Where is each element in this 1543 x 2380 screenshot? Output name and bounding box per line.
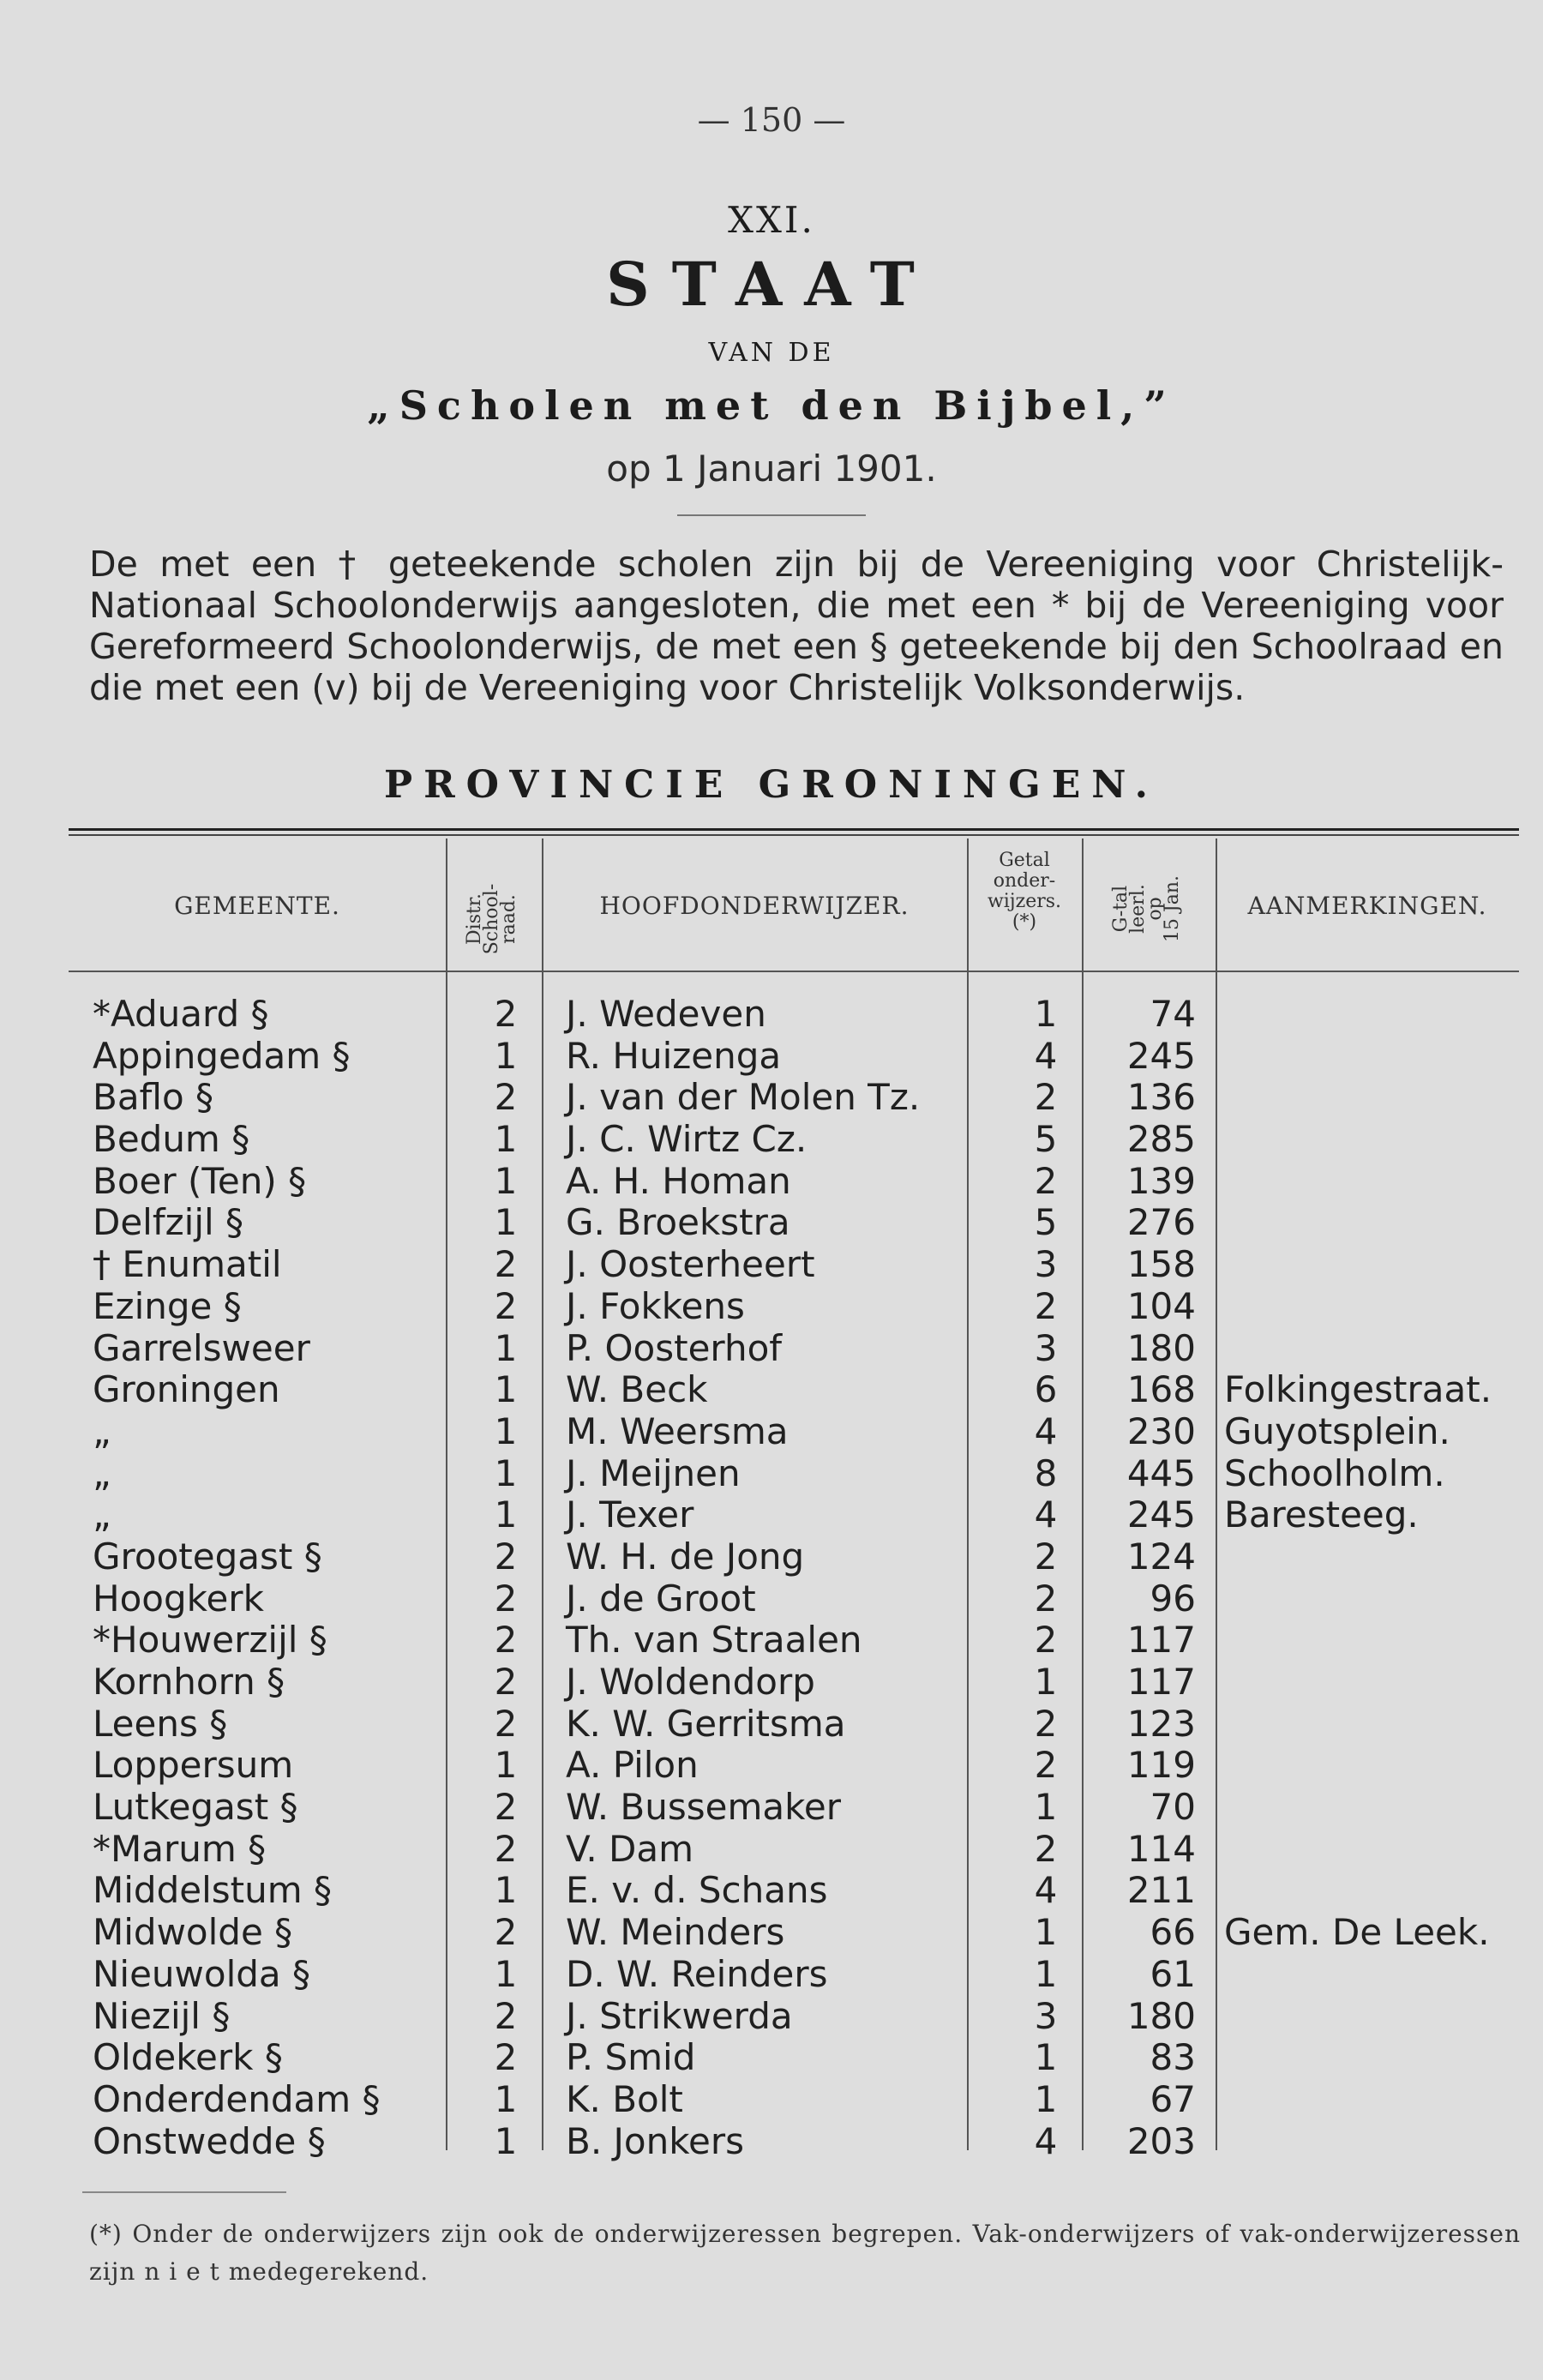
distr-cell: 2 [494, 1243, 518, 1286]
table-row [0, 1494, 1543, 1536]
getal-leerlingen-cell: 203 [1126, 2119, 1196, 2162]
getal-onderwijzers-cell: 5 [1034, 1118, 1058, 1161]
getal-leerlingen-cell: 245 [1126, 1034, 1196, 1077]
hoofdonderwijzer-cell: J. Wedeven [566, 993, 766, 1035]
gemeente-cell: Midwolde § [93, 1911, 293, 1954]
getal-onderwijzers-cell: 1 [1034, 1911, 1058, 1954]
gemeente-cell: Onstwedde § [93, 2119, 326, 2162]
distr-cell: 2 [494, 1619, 518, 1662]
table-row [0, 1996, 1543, 2038]
date-line: op 1 Januari 1901. [606, 448, 937, 490]
getal-leerlingen-cell: 276 [1126, 1201, 1196, 1244]
getal-leerlingen-cell: 158 [1126, 1243, 1196, 1286]
gemeente-cell: Bedum § [93, 1118, 250, 1161]
getal-leerlingen-cell: 180 [1126, 1994, 1196, 2037]
school-table-body [0, 994, 1543, 2162]
header-getal-onderwijzers: Getal onder- wijzers. (*) [987, 850, 1062, 933]
gemeente-cell: Middelstum § [93, 1869, 332, 1912]
hoofdonderwijzer-cell: J. Texer [566, 1494, 694, 1536]
table-row [0, 1453, 1543, 1495]
table-row [0, 2121, 1543, 2163]
gemeente-cell: Kornhorn § [93, 1661, 285, 1703]
distr-cell: 2 [494, 1994, 518, 2037]
getal-onderwijzers-cell: 1 [1034, 1786, 1058, 1829]
table-row [0, 1536, 1543, 1578]
hoofdonderwijzer-cell: J. van der Molen Tz. [566, 1076, 921, 1119]
distr-cell: 1 [494, 1494, 518, 1536]
hoofdonderwijzer-cell: A. H. Homan [566, 1159, 791, 1202]
getal-onderwijzers-cell: 2 [1034, 1159, 1058, 1202]
getal-onderwijzers-cell: 4 [1034, 2119, 1058, 2162]
hoofdonderwijzer-cell: M. Weersma [566, 1409, 789, 1452]
getal-leerlingen-cell: 119 [1126, 1744, 1196, 1787]
getal-leerlingen-cell: 124 [1126, 1535, 1196, 1578]
gemeente-cell: *Marum § [93, 1827, 267, 1870]
table-row [0, 1077, 1543, 1119]
getal-leerlingen-cell: 66 [1150, 1911, 1196, 1954]
table-row [0, 1912, 1543, 1954]
header-aanmerkingen: AANMERKINGEN. [1247, 892, 1487, 920]
getal-onderwijzers-cell: 4 [1034, 1034, 1058, 1077]
distr-cell: 2 [494, 1702, 518, 1745]
distr-cell: 1 [494, 1034, 518, 1077]
gemeente-cell: *Aduard § [93, 993, 269, 1035]
aanmerking-cell: Schoolholm. [1224, 1451, 1445, 1494]
getal-onderwijzers-cell: 1 [1034, 1661, 1058, 1703]
distr-cell: 1 [494, 1118, 518, 1161]
getal-onderwijzers-cell: 1 [1034, 993, 1058, 1035]
getal-leerlingen-cell: 117 [1126, 1661, 1196, 1703]
getal-leerlingen-cell: 67 [1150, 2077, 1196, 2120]
getal-leerlingen-cell: 74 [1150, 993, 1196, 1035]
getal-onderwijzers-cell: 3 [1034, 1326, 1058, 1369]
table-row [0, 1369, 1543, 1411]
gemeente-cell: Groningen [93, 1368, 280, 1411]
gemeente-cell: „ [93, 1494, 111, 1536]
aanmerking-cell: Baresteeg. [1224, 1494, 1419, 1536]
getal-onderwijzers-cell: 1 [1034, 2077, 1058, 2120]
gemeente-cell: „ [93, 1451, 111, 1494]
table-row [0, 1704, 1543, 1746]
hoofdonderwijzer-cell: J. de Groot [566, 1577, 756, 1620]
gemeente-cell: Boer (Ten) § [93, 1159, 307, 1202]
getal-onderwijzers-cell: 4 [1034, 1409, 1058, 1452]
hoofdonderwijzer-cell: W. H. de Jong [566, 1535, 805, 1578]
aanmerking-cell: Guyotsplein. [1224, 1409, 1450, 1452]
getal-onderwijzers-cell: 8 [1034, 1451, 1058, 1494]
distr-cell: 2 [494, 1827, 518, 1870]
gemeente-cell: Oldekerk § [93, 2036, 283, 2079]
getal-onderwijzers-cell: 2 [1034, 1284, 1058, 1327]
gemeente-cell: Leens § [93, 1702, 228, 1745]
gemeente-cell: Onderdendam § [93, 2077, 381, 2120]
hoofdonderwijzer-cell: R. Huizenga [566, 1034, 782, 1077]
distr-cell: 1 [494, 1409, 518, 1452]
gemeente-cell: Nieuwolda § [93, 1952, 311, 1995]
getal-onderwijzers-cell: 2 [1034, 1535, 1058, 1578]
getal-onderwijzers-cell: 1 [1034, 1952, 1058, 1995]
hoofdonderwijzer-cell: J. C. Wirtz Cz. [566, 1118, 808, 1161]
aanmerking-cell: Gem. De Leek. [1224, 1911, 1490, 1954]
distr-cell: 1 [494, 1869, 518, 1912]
distr-cell: 2 [494, 1661, 518, 1703]
getal-onderwijzers-cell: 2 [1034, 1619, 1058, 1662]
table-row [0, 1328, 1543, 1370]
distr-cell: 1 [494, 1451, 518, 1494]
table-top-rule-inner [69, 834, 1519, 836]
gemeente-cell: Niezijl § [93, 1994, 231, 2037]
header-gemeente: GEMEENTE. [174, 892, 340, 920]
hoofdonderwijzer-cell: G. Broekstra [566, 1201, 790, 1244]
getal-leerlingen-cell: 245 [1126, 1494, 1196, 1536]
hoofdonderwijzer-cell: J. Woldendorp [566, 1661, 815, 1703]
hoofdonderwijzer-cell: J. Strikwerda [566, 1994, 793, 2037]
hoofdonderwijzer-cell: J. Meijnen [566, 1451, 741, 1494]
table-row [0, 1036, 1543, 1078]
table-row [0, 1578, 1543, 1620]
table-row [0, 1829, 1543, 1871]
table-top-rule [69, 828, 1519, 831]
hoofdonderwijzer-cell: J. Fokkens [566, 1284, 745, 1327]
distr-cell: 2 [494, 1076, 518, 1119]
getal-onderwijzers-cell: 6 [1034, 1368, 1058, 1411]
hoofdonderwijzer-cell: B. Jonkers [566, 2119, 745, 2162]
getal-onderwijzers-cell: 1 [1034, 2036, 1058, 2079]
distr-cell: 2 [494, 1911, 518, 1954]
getal-onderwijzers-cell: 2 [1034, 1744, 1058, 1787]
getal-leerlingen-cell: 61 [1150, 1952, 1196, 1995]
distr-cell: 1 [494, 1952, 518, 1995]
distr-cell: 2 [494, 2036, 518, 2079]
getal-onderwijzers-cell: 3 [1034, 1994, 1058, 2037]
table-row [0, 1870, 1543, 1912]
getal-onderwijzers-cell: 3 [1034, 1243, 1058, 1286]
table-row [0, 1662, 1543, 1704]
gemeente-cell: Hoogkerk [93, 1577, 264, 1620]
getal-leerlingen-cell: 104 [1126, 1284, 1196, 1327]
getal-onderwijzers-cell: 5 [1034, 1201, 1058, 1244]
header-distr-schoolraad: Distr. School- raad. [464, 883, 519, 955]
hoofdonderwijzer-cell: A. Pilon [566, 1744, 699, 1787]
table-row [0, 1286, 1543, 1328]
getal-leerlingen-cell: 230 [1126, 1409, 1196, 1452]
gemeente-cell: Delfzijl § [93, 1201, 244, 1244]
table-row [0, 1202, 1543, 1244]
subtitle: „Scholen met den Bijbel,” [367, 382, 1176, 429]
distr-cell: 2 [494, 1577, 518, 1620]
table-row [0, 2037, 1543, 2079]
getal-leerlingen-cell: 136 [1126, 1076, 1196, 1119]
chapter-number: XXI. [728, 199, 815, 241]
distr-cell: 2 [494, 993, 518, 1035]
getal-leerlingen-cell: 123 [1126, 1702, 1196, 1745]
header-bottom-rule [69, 971, 1519, 972]
getal-leerlingen-cell: 445 [1126, 1451, 1196, 1494]
table-row [0, 1954, 1543, 1996]
table-row [0, 1745, 1543, 1787]
getal-leerlingen-cell: 96 [1150, 1577, 1196, 1620]
hoofdonderwijzer-cell: V. Dam [566, 1827, 694, 1870]
getal-leerlingen-cell: 117 [1126, 1619, 1196, 1662]
table-row [0, 1787, 1543, 1829]
gemeente-cell: *Houwerzijl § [93, 1619, 327, 1662]
header-hoofdonderwijzer: HOOFDONDERWIJZER. [599, 892, 910, 920]
gemeente-cell: Grootegast § [93, 1535, 322, 1578]
distr-cell: 1 [494, 1744, 518, 1787]
getal-leerlingen-cell: 83 [1150, 2036, 1196, 2079]
getal-leerlingen-cell: 168 [1126, 1368, 1196, 1411]
getal-onderwijzers-cell: 4 [1034, 1869, 1058, 1912]
gemeente-cell: Garrelsweer [93, 1326, 310, 1369]
distr-cell: 1 [494, 1201, 518, 1244]
hoofdonderwijzer-cell: W. Beck [566, 1368, 708, 1411]
title-connector: VAN DE [708, 338, 835, 368]
hoofdonderwijzer-cell: K. Bolt [566, 2077, 683, 2120]
table-row [0, 2079, 1543, 2121]
distr-cell: 1 [494, 1326, 518, 1369]
province-heading: PROVINCIE GRONINGEN. [384, 763, 1159, 807]
gemeente-cell: † Enumatil [93, 1243, 282, 1286]
table-row [0, 1411, 1543, 1453]
hoofdonderwijzer-cell: P. Oosterhof [566, 1326, 783, 1369]
getal-leerlingen-cell: 70 [1150, 1786, 1196, 1829]
getal-onderwijzers-cell: 2 [1034, 1702, 1058, 1745]
table-row [0, 1119, 1543, 1161]
aanmerking-cell: Folkingestraat. [1224, 1368, 1492, 1411]
distr-cell: 1 [494, 1368, 518, 1411]
footnote-divider [82, 2191, 286, 2193]
hoofdonderwijzer-cell: P. Smid [566, 2036, 696, 2079]
distr-cell: 1 [494, 1159, 518, 1202]
gemeente-cell: Loppersum [93, 1744, 294, 1787]
table-row [0, 1620, 1543, 1662]
distr-cell: 1 [494, 2119, 518, 2162]
getal-leerlingen-cell: 211 [1126, 1869, 1196, 1912]
getal-onderwijzers-cell: 4 [1034, 1494, 1058, 1536]
distr-cell: 2 [494, 1786, 518, 1829]
getal-onderwijzers-cell: 2 [1034, 1577, 1058, 1620]
title-divider [677, 514, 866, 516]
table-row [0, 1244, 1543, 1286]
distr-cell: 2 [494, 1284, 518, 1327]
distr-cell: 2 [494, 1535, 518, 1578]
gemeente-cell: Ezinge § [93, 1284, 242, 1327]
gemeente-cell: „ [93, 1409, 111, 1452]
main-title: STAAT [606, 249, 937, 320]
distr-cell: 1 [494, 2077, 518, 2120]
hoofdonderwijzer-cell: J. Oosterheert [566, 1243, 815, 1286]
getal-leerlingen-cell: 180 [1126, 1326, 1196, 1369]
getal-leerlingen-cell: 285 [1126, 1118, 1196, 1161]
getal-leerlingen-cell: 114 [1126, 1827, 1196, 1870]
page-number: — 150 — [697, 101, 846, 139]
hoofdonderwijzer-cell: W. Meinders [566, 1911, 785, 1954]
getal-leerlingen-cell: 139 [1126, 1159, 1196, 1202]
getal-onderwijzers-cell: 2 [1034, 1827, 1058, 1870]
gemeente-cell: Baflo § [93, 1076, 214, 1119]
getal-onderwijzers-cell: 2 [1034, 1076, 1058, 1119]
table-row [0, 1161, 1543, 1203]
hoofdonderwijzer-cell: K. W. Gerritsma [566, 1702, 846, 1745]
hoofdonderwijzer-cell: W. Bussemaker [566, 1786, 842, 1829]
gemeente-cell: Lutkegast § [93, 1786, 298, 1829]
header-getal-leerlingen: G-tal leerl. op 15 Jan. [1110, 874, 1183, 943]
hoofdonderwijzer-cell: E. v. d. Schans [566, 1869, 828, 1912]
table-row [0, 994, 1543, 1036]
hoofdonderwijzer-cell: Th. van Straalen [566, 1619, 862, 1662]
intro-paragraph: De met een † geteekende scholen zijn bij de Vereeniging voor Christelijk-Nationaal Schoolonderwijs aangesloten, die met een * bij de Vereeniging voor Gereformeerd Schoolonderwijs, de met een § geteekende bij den Schoolraad en die met een (v) bij de Vereeniging voor Christelijk Volksonderwijs. [89, 544, 1504, 708]
hoofdonderwijzer-cell: D. W. Reinders [566, 1952, 828, 1995]
footnote: (*) Onder de onderwijzers zijn ook de onderwijzeressen begrepen. Vak-onderwijzers of vak-onderwijzeressen zijn n i e t medegerekend. [89, 2220, 1521, 2286]
gemeente-cell: Appingedam § [93, 1034, 351, 1077]
